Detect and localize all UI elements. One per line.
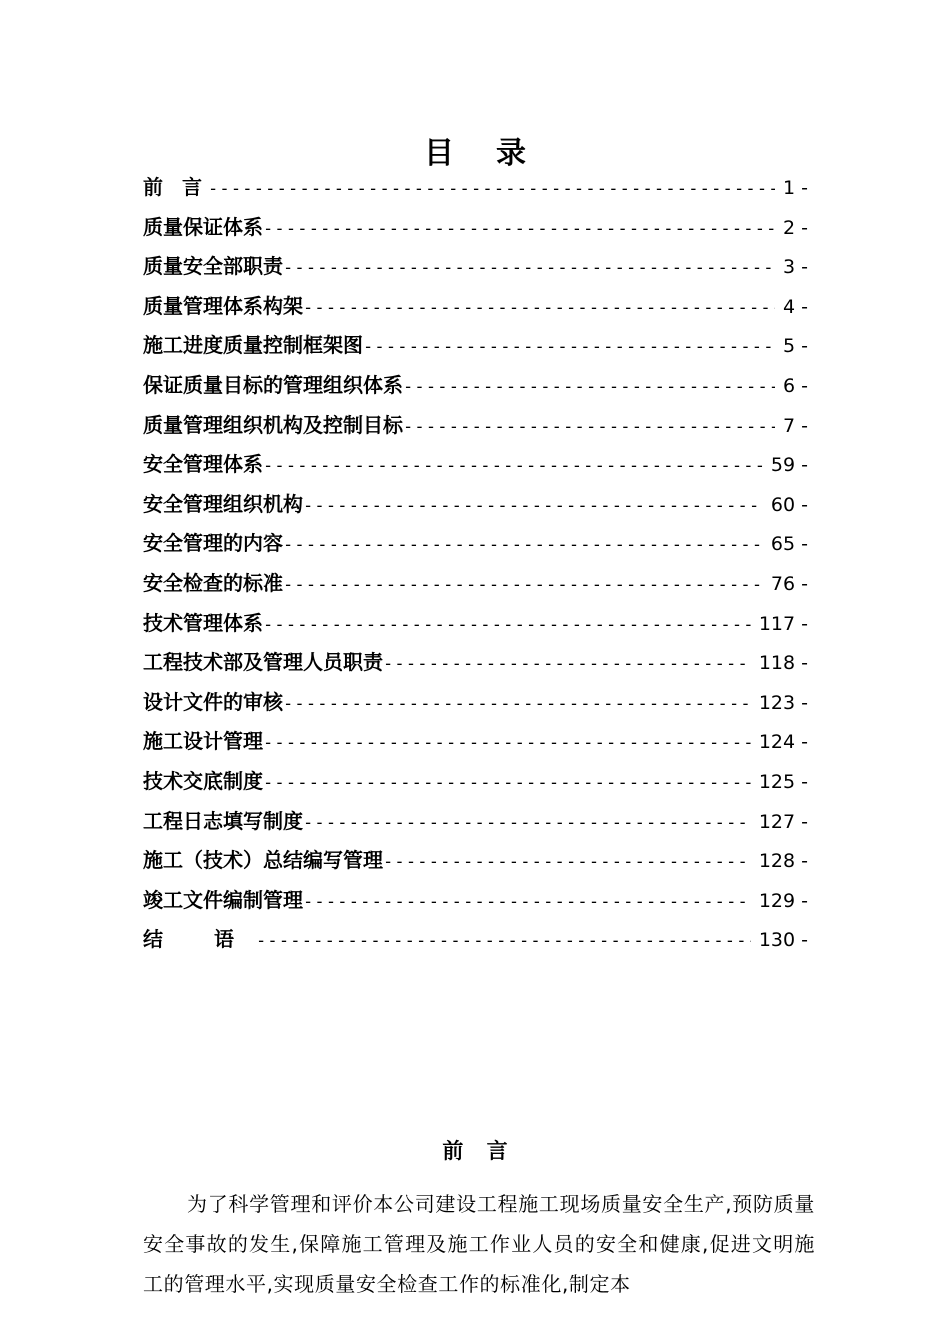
toc-entry-page: 130 -: [758, 929, 808, 952]
toc-entry-label: 前 言: [143, 175, 208, 199]
toc-entry-page: 123 -: [758, 691, 808, 714]
toc-dot-leader: [283, 566, 763, 606]
toc-entry-page: 125 -: [758, 770, 808, 793]
toc-entry-label: 质量保证体系: [143, 214, 263, 239]
toc-dot-leader: [283, 526, 763, 566]
preface-heading: 前 言: [442, 1139, 516, 1163]
toc-entry-epilogue[interactable]: [143, 920, 808, 960]
toc-title-part1: 目: [424, 136, 454, 171]
toc-dot-leader: [263, 606, 751, 646]
toc-entry-page: 65 -: [770, 533, 808, 556]
toc-dot-leader: [283, 685, 751, 725]
toc-dot-leader: [256, 922, 751, 962]
toc-dot-leader: [263, 724, 751, 764]
toc-entry-label: 安全管理的内容: [143, 531, 283, 556]
toc-entry-label: 竣工文件编制管理: [143, 887, 303, 912]
preface-section: [143, 1130, 815, 1304]
toc-entry[interactable]: [143, 366, 808, 406]
toc-entry-page: 2 -: [783, 216, 808, 239]
toc-dot-leader: [403, 368, 775, 408]
toc-entry-page: 129 -: [758, 889, 808, 912]
toc-dot-leader: [363, 328, 775, 368]
preface-paragraph: 为了科学管理和评价本公司建设工程施工现场质量安全生产,预防质量安全事故的发生,保障施工管理及施工作业人员的安全和健康,促进文明施工的管理水平,实现质量安全检查工作的标准化,制定本: [143, 1192, 815, 1296]
toc-entry-page: 60 -: [770, 493, 808, 516]
toc-entry-label: 设计文件的审核: [143, 689, 283, 714]
toc-entry-page: 117 -: [758, 612, 808, 635]
table-of-contents: [143, 168, 808, 960]
toc-title: [0, 128, 950, 172]
toc-entry[interactable]: [143, 802, 808, 842]
toc-entry-page: 3 -: [783, 256, 808, 279]
toc-entry-label: 技术交底制度: [143, 768, 263, 793]
toc-entry-label: 工程技术部及管理人员职责: [143, 650, 383, 675]
toc-entry-page: 7 -: [783, 414, 808, 437]
toc-entry-label: 工程日志填写制度: [143, 808, 303, 833]
toc-entry-page: 1 -: [783, 177, 808, 199]
toc-entry[interactable]: [143, 564, 808, 604]
toc-entry-label: 安全管理体系: [143, 452, 263, 477]
toc-entry-label: 施工进度质量控制框架图: [143, 333, 363, 358]
toc-entry[interactable]: [143, 683, 808, 723]
toc-entry-page: 124 -: [758, 731, 808, 754]
toc-dot-leader: [303, 883, 751, 923]
toc-dot-leader: [403, 408, 775, 448]
toc-dot-leader: [383, 843, 751, 883]
toc-dot-leader: [303, 487, 763, 527]
toc-entry-page: 6 -: [783, 374, 808, 397]
toc-entry-page: 4 -: [783, 295, 808, 318]
toc-entry-label: 保证质量目标的管理组织体系: [143, 372, 403, 397]
toc-entry[interactable]: [143, 722, 808, 762]
toc-entry[interactable]: [143, 643, 808, 683]
toc-entry-page: 128 -: [758, 850, 808, 873]
toc-entry[interactable]: [143, 445, 808, 485]
toc-entry-page: 118 -: [758, 652, 808, 675]
toc-dot-leader: [208, 170, 775, 210]
toc-entry[interactable]: [143, 762, 808, 802]
toc-entry-page: 59 -: [770, 454, 808, 477]
toc-entry[interactable]: [143, 485, 808, 525]
toc-entry[interactable]: [143, 326, 808, 366]
toc-entry-label: 结 语: [143, 927, 256, 952]
toc-entry[interactable]: [143, 406, 808, 446]
toc-dot-leader: [283, 249, 775, 289]
toc-entry-label: 质量管理体系构架: [143, 293, 303, 318]
toc-dot-leader: [303, 804, 751, 844]
toc-entry-label: 安全管理组织机构: [143, 491, 303, 516]
toc-title-part2: 录: [496, 136, 526, 171]
toc-dot-leader: [383, 645, 751, 685]
toc-entry[interactable]: [143, 208, 808, 248]
toc-dot-leader: [303, 289, 775, 329]
toc-entry[interactable]: [143, 247, 808, 287]
toc-entry-label: 质量管理组织机构及控制目标: [143, 412, 403, 437]
toc-entry[interactable]: [143, 524, 808, 564]
toc-dot-leader: [263, 210, 775, 250]
toc-entry[interactable]: [143, 841, 808, 881]
toc-entry-page: 5 -: [783, 335, 808, 358]
toc-entry[interactable]: [143, 604, 808, 644]
toc-dot-leader: [263, 447, 763, 487]
toc-entry-page: 127 -: [758, 810, 808, 833]
toc-entry-label: 质量安全部职责: [143, 254, 283, 279]
toc-entry[interactable]: [143, 881, 808, 921]
toc-entry-preface[interactable]: [143, 168, 808, 208]
toc-entry[interactable]: [143, 287, 808, 327]
toc-entry-label: 技术管理体系: [143, 610, 263, 635]
toc-entry-page: 76 -: [770, 572, 808, 595]
toc-entry-label: 施工设计管理: [143, 729, 263, 754]
toc-dot-leader: [263, 764, 751, 804]
toc-entry-label: 施工（技术）总结编写管理: [143, 848, 383, 873]
toc-entry-label: 安全检查的标准: [143, 570, 283, 595]
